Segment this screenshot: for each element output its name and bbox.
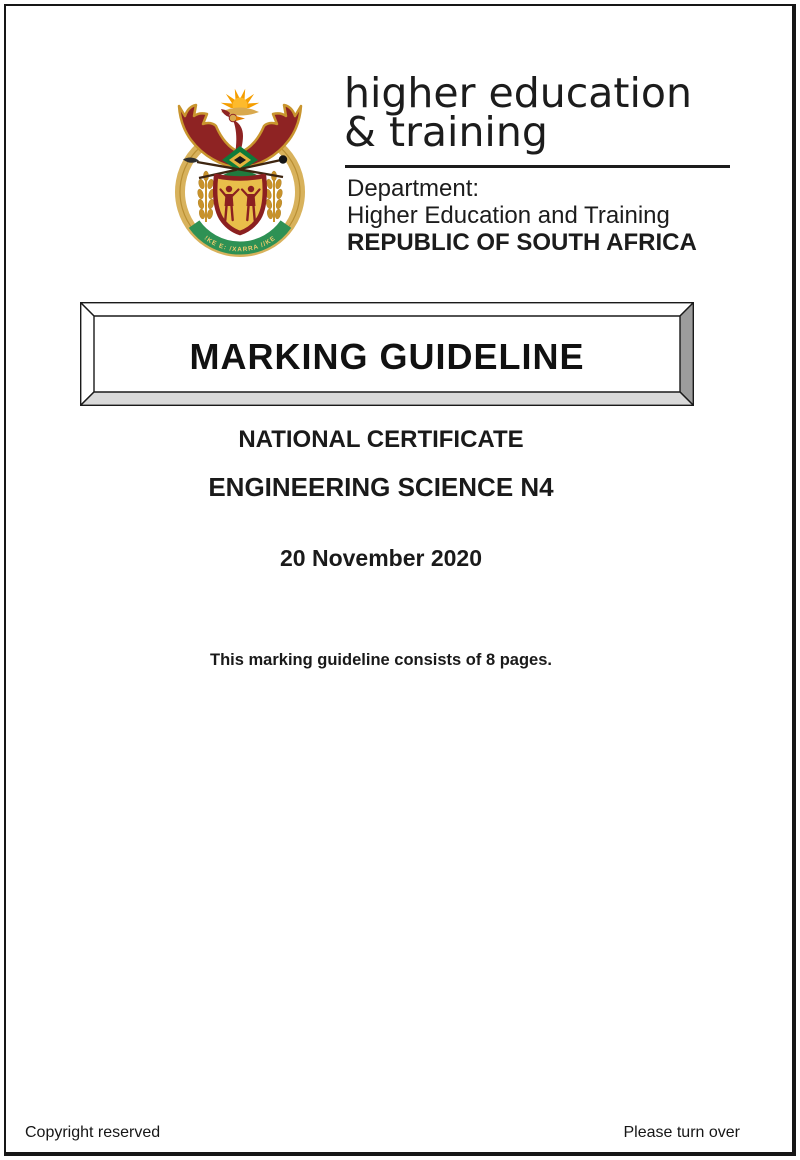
department-block <box>347 175 697 256</box>
page-footer <box>25 1124 740 1142</box>
certificate-heading: NATIONAL CERTIFICATE <box>238 426 524 453</box>
brand-wordmark <box>344 69 692 156</box>
page-title: MARKING GUIDELINE <box>189 336 585 377</box>
emblem-bird-head <box>229 114 237 122</box>
emblem-shield <box>215 176 265 233</box>
brand-line1: higher education <box>344 69 692 117</box>
south-africa-coat-of-arms-icon <box>163 86 318 258</box>
emblem-motto-text: !KE E: /XARRA //KE <box>202 234 278 254</box>
exam-date: 20 November 2020 <box>279 545 482 571</box>
subject-heading: ENGINEERING SCIENCE N4 <box>208 472 554 502</box>
footer-copyright: Copyright reserved <box>25 1124 161 1141</box>
marking-guideline-plaque <box>80 302 694 406</box>
brand-line2: & training <box>344 108 548 156</box>
emblem-wheat-right <box>265 171 284 222</box>
country-name: REPUBLIC OF SOUTH AFRICA <box>347 229 697 256</box>
brand-divider <box>345 165 730 168</box>
department-name: Higher Education and Training <box>347 202 670 229</box>
footer-turn-over: Please turn over <box>623 1124 740 1141</box>
department-label: Department: <box>347 175 480 202</box>
emblem-bird-beak <box>236 116 245 121</box>
pages-note: This marking guideline consists of 8 pages. <box>210 651 552 669</box>
